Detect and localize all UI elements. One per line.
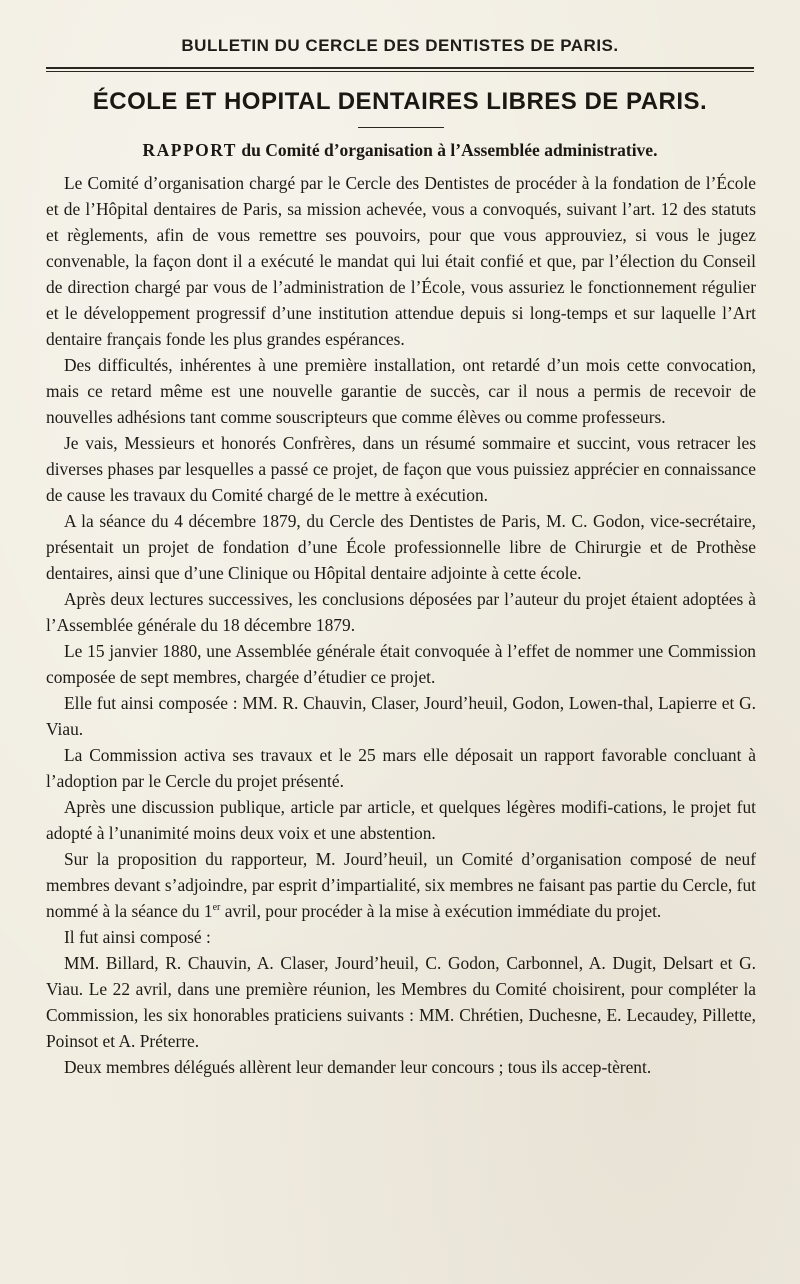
paragraph: Des difficultés, inhérentes à une première installation, ont retardé d’un mois cette convocation, mais ce retard même est une nouvelle garantie de succès, car il nous a permis de recevoir de nouvelles adhésions tant comme souscripteurs que comme élèves ou comme professeurs. (46, 355, 756, 427)
paragraph: Deux membres délégués allèrent leur demander leur concours ; tous ils accep-tèrent. (64, 1057, 652, 1077)
paragraph: Il fut ainsi composé : (64, 927, 211, 947)
paragraph: La Commission activa ses travaux et le 25 mars elle déposait un rapport favorable concluant à l’adoption par le Cercle du projet présenté. (46, 745, 756, 791)
title-rule (358, 127, 444, 128)
subtitle-lead: RAPPORT (142, 140, 237, 160)
proposition-text: Sur la proposition du rapporteur, M. Jourd’heuil, un Comité d’organisation composé de neuf membres devant s’adjoindre, par esprit d’impartialité, six membres ne faisant pas partie du Cercle, fut nommé à la séance du 1 (46, 849, 756, 921)
ordinal-superscript: er (212, 902, 221, 914)
header-rule (46, 67, 754, 69)
report-body (46, 170, 756, 1080)
header-rule-thin (46, 71, 754, 72)
article-subtitle (0, 140, 800, 161)
paragraph: Le Comité d’organisation chargé par le Cercle des Dentistes de procéder à la fondation de l’École et de l’Hôpital dentaires de Paris, sa mission achevée, vous a convoqués, suivant l’art. 12 des statuts et règlements, afin de vous remettre ses pouvoirs, pour que vous approuviez, si vous le jugez convenable, la façon dont il a exécuté le mandat qui lui était confié et que, par l’élection du Conseil de direction chargé par vous de l’administration de l’École, vous assuriez le fonctionnement régulier et le développement progressif d’une institution attendue depuis si long-temps et sur laquelle l’Art dentaire français fonde les plus grandes espérances. (46, 173, 756, 349)
paragraph: A la séance du 4 décembre 1879, du Cercle des Dentistes de Paris, M. C. Godon, vice-secrétaire, présentait un projet de fondation d’une École professionnelle libre de Chirurgie et de Prothèse dentaires, ainsi que d’une Clinique ou Hôpital dentaire adjointe à cette école. (46, 511, 756, 583)
paragraph: Le 15 janvier 1880, une Assemblée générale était convoquée à l’effet de nommer une Commission composée de sept membres, chargée d’étudier ce projet. (46, 641, 756, 687)
paragraph: Elle fut ainsi composée : MM. R. Chauvin, Claser, Jourd’heuil, Godon, Lowen-thal, Lapierre et G. Viau. (46, 693, 756, 739)
article-title: ÉCOLE ET HOPITAL DENTAIRES LIBRES DE PARIS. (92, 88, 708, 115)
running-header: BULLETIN DU CERCLE DES DENTISTES DE PARIS. (181, 36, 619, 55)
proposition-text-end: avril, pour procéder à la mise à exécution immédiate du projet. (220, 901, 662, 921)
subtitle-rest: du Comité d’organisation à l’Assemblée administrative. (236, 140, 658, 160)
paragraph-proposition (46, 846, 756, 924)
paragraph: Après une discussion publique, article par article, et quelques légères modifi-cations, le projet fut adopté à l’unanimité moins deux voix et une abstention. (46, 797, 756, 843)
paragraph: MM. Billard, R. Chauvin, A. Claser, Jourd’heuil, C. Godon, Carbonnel, A. Dugit, Delsart et G. Viau. Le 22 avril, dans une première réunion, les Membres du Comité choisirent, pour compléter la Commission, les six honorables praticiens suivants : MM. Chrétien, Duchesne, E. Lecaudey, Pillette, Poinsot et A. Préterre. (46, 953, 756, 1051)
paragraph: Après deux lectures successives, les conclusions déposées par l’auteur du projet étaient adoptées à l’Assemblée générale du 18 décembre 1879. (46, 589, 756, 635)
paragraph: Je vais, Messieurs et honorés Confrères, dans un résumé sommaire et succint, vous retracer les diverses phases par lesquelles a passé ce projet, de façon que vous puissiez apprécier en connaissance de cause les travaux du Comité chargé de le mettre à exécution. (46, 433, 756, 505)
